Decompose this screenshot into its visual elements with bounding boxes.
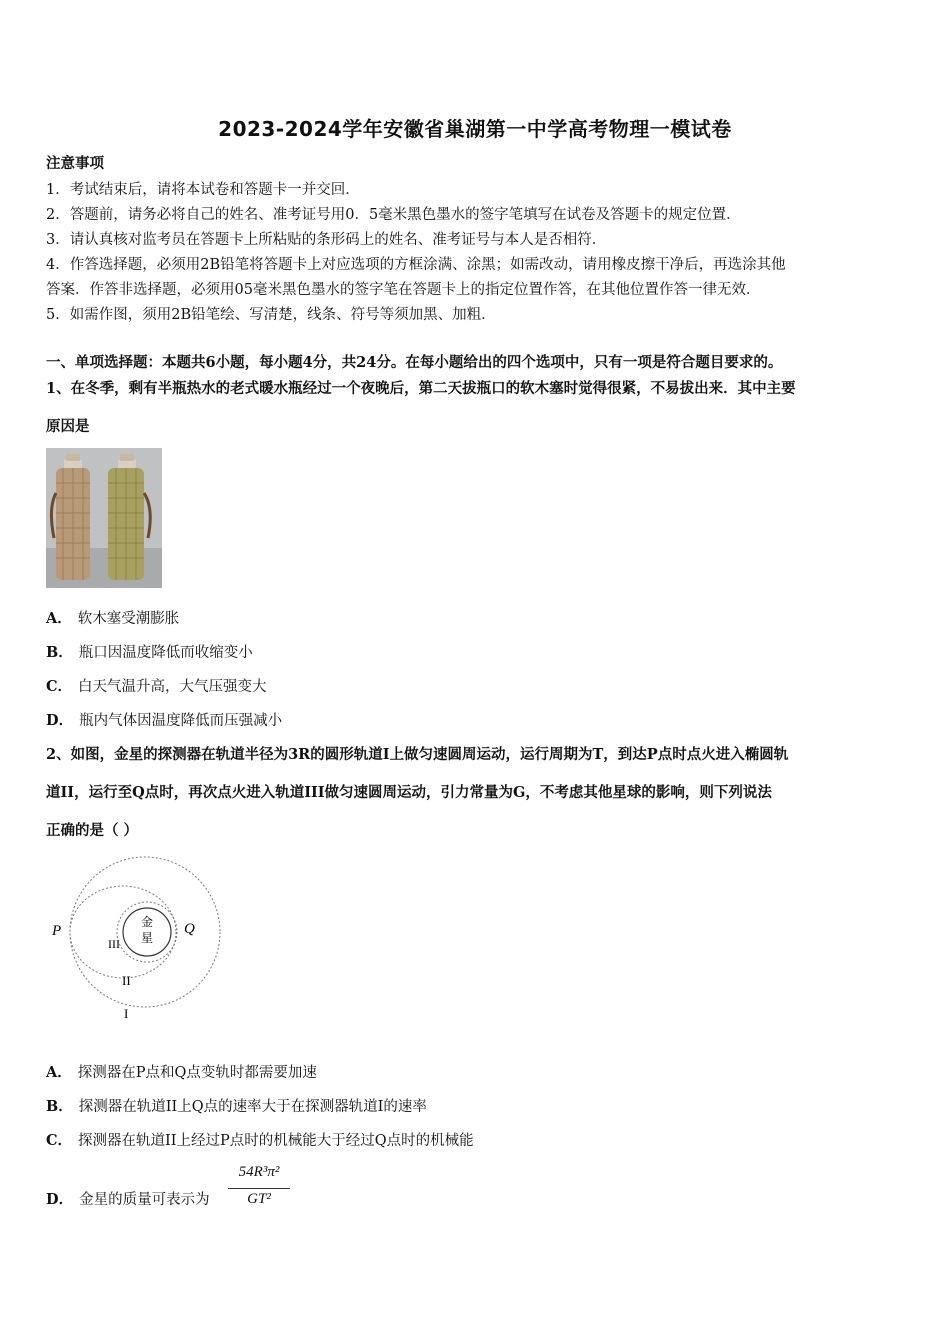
planet-label-top: 金 [140,915,154,929]
question-2-stem-cont: 道II，运行至Q点时，再次点火进入轨道III做匀速圆周运动，引力常量为G，不考虑其他星球的影响，则下列说法 [46,784,772,801]
page-title: 2023-2024学年安徽省巢湖第一中学高考物理一模试卷 [218,117,732,141]
option-letter: B． [46,644,73,661]
question-2-stem: 2、如图，金星的探测器在轨道半径为3R的圆形轨道I上做匀速圆周运动，运行周期为T，到达P点时点火进入椭圆轨 [46,746,789,763]
option-text: 探测器在轨道II上Q点的速率大于在探测器轨道I的速率 [78,1099,427,1115]
notice-item: 4．作答选择题，必须用2B铅笔将答题卡上对应选项的方框涂满、涂黑；如需改动，请用橡皮擦干净后，再选涂其他 [46,257,786,273]
question-2-stem-cont: 正确的是（ ） [46,822,139,839]
question-2-option-d [46,1188,210,1209]
question-1-option-d [46,709,282,730]
option-text: 探测器在P点和Q点变轨时都需要加速 [77,1065,317,1081]
option-letter: A． [46,610,72,627]
notice-item: 1．考试结束后，请将本试卷和答题卡一并交回． [46,182,360,198]
question-1-option-a [46,607,179,628]
thermos-bottles-photo [46,448,162,588]
option-letter: B． [46,1098,73,1115]
notice-item: 5．如需作图，须用2B铅笔绘、写清楚，线条、符号等须加黑、加粗． [46,307,496,323]
option-text: 瓶内气体因温度降低而压强减小 [79,713,283,729]
orbit-diagram [44,852,234,1027]
notice-heading: 注意事项 [46,155,104,172]
notice-item: 2．答题前，请务必将自己的姓名、准考证号用0．5毫米黑色墨水的签字笔填写在试卷及答题卡的规定位置． [46,207,741,223]
option-text: 软木塞受潮膨胀 [77,611,180,627]
point-q-label: Q [184,921,195,937]
question-1-stem-cont: 原因是 [46,418,90,435]
fraction-bar [228,1188,290,1189]
question-1-option-c [46,675,267,696]
question-2-option-b [46,1095,427,1116]
option-letter: D． [46,712,74,729]
question-2-option-a [46,1061,317,1082]
section-heading: 一、单项选择题：本题共6小题，每小题4分，共24分。在每小题给出的四个选项中，只有一项是符合题目要求的。 [46,354,783,371]
formula-numerator: 54R³π² [238,1164,280,1180]
question-1-stem: 1、在冬季，剩有半瓶热水的老式暖水瓶经过一个夜晚后，第二天拔瓶口的软木塞时觉得很紧，不易拔出来．其中主要 [46,380,796,397]
option-text: 瓶口因温度降低而收缩变小 [78,645,253,661]
question-2-option-c [46,1129,474,1150]
orbit-1-label: I [124,1006,129,1021]
mass-formula [226,1162,292,1214]
planet-label-bottom: 星 [140,931,154,945]
orbit-3-label: III [108,937,120,951]
option-text: 金星的质量可表示为 [79,1192,210,1208]
formula-denominator: GT² [247,1191,271,1207]
point-p-label: P [52,923,62,939]
notice-item: 答案．作答非选择题，必须用05毫米黑色墨水的签字笔在答题卡上的指定位置作答，在其他位置作答一律无效． [46,282,761,298]
question-1-option-b [46,641,253,662]
notice-item: 3．请认真核对监考员在答题卡上所粘贴的条形码上的姓名、准考证号与本人是否相符． [46,232,607,248]
option-letter: D． [46,1191,74,1208]
option-letter: C． [46,678,73,695]
option-text: 白天气温升高，大气压强变大 [78,679,267,695]
option-letter: A． [46,1064,72,1081]
orbit-2-label: II [122,973,131,988]
option-letter: C． [46,1132,73,1149]
option-text: 探测器在轨道II上经过P点时的机械能大于经过Q点时的机械能 [78,1133,474,1149]
